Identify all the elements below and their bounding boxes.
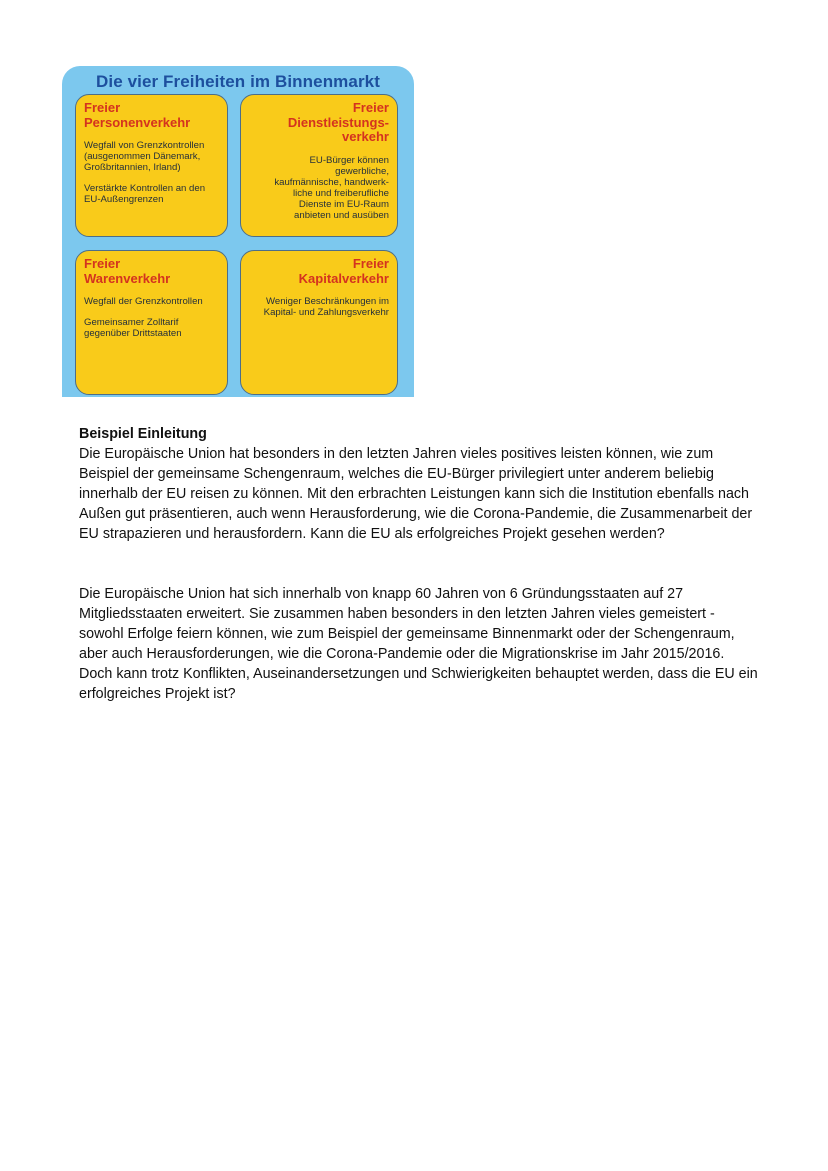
box-heading: Freier Dienstleistungs-verkehr: [287, 100, 389, 144]
document-body-2: [79, 584, 759, 704]
box-warenverkehr: [75, 250, 228, 395]
box-kapitalverkehr: [240, 250, 398, 395]
box-text: Gemeinsamer Zolltarif gegenüber Drittstaaten: [84, 317, 182, 339]
box-text: Weniger Beschränkungen im Kapital- und Zahlungsverkehr: [263, 296, 389, 318]
paragraph-1: Die Europäische Union hat besonders in den letzten Jahren vieles positives leisten können, wie zum Beispiel der gemeinsame Schengenraum, welches die EU-Bürger privilegiert unter anderem beliebig innerhalb der EU reisen zu können. Mit den erbrachten Leistungen kann sich die Institution ebenfalls nach Außen gut präsentieren, auch wenn Herausforderung, wie die Corona-Pandemie, die Zusammenarbeit der EU strapazieren und herausfordern. Kann die EU als erfolgreiches Projekt gesehen werden?: [79, 446, 753, 542]
box-text: EU-Bürger können gewerbliche, kaufmännische, handwerk-liche und freiberufliche Dienste im EU-Raum anbieten und ausüben: [274, 154, 389, 221]
box-text: Wegfall der Grenzkontrollen: [84, 296, 203, 307]
box-personenverkehr: [75, 94, 228, 237]
box-text: Wegfall von Grenzkontrollen (ausgenommen Dänemark, Großbritannien, Irland): [84, 140, 205, 173]
paragraph-2: Die Europäische Union hat sich innerhalb von knapp 60 Jahren von 6 Gründungsstaaten auf 27 Mitgliedsstaaten erweitert. Sie zusammen haben besonders in den letzten Jahren vieles gemeistert - sowohl Erfolge feiern können, wie zum Beispiel der gemeinsame Binnenmarkt oder der Schengenraum, aber auch Herausforderungen, wie die Corona-Pandemie oder die Migrationskrise im Jahr 2015/2016. Doch kann trotz Konflikten, Auseinandersetzungen und Schwierigkeiten behauptet werden, dass die EU ein erfolgreiches Projekt ist?: [79, 586, 758, 702]
document-body: [79, 424, 759, 544]
four-freedoms-figure: [62, 66, 414, 397]
box-heading: Freier Warenverkehr: [84, 256, 171, 286]
box-heading: Freier Kapitalverkehr: [298, 256, 389, 286]
box-dienstleistungsverkehr: [240, 94, 398, 237]
box-heading: Freier Personenverkehr: [84, 100, 191, 130]
figure-title: Die vier Freiheiten im Binnenmarkt: [96, 72, 380, 91]
box-text: Verstärkte Kontrollen an den EU-Außengrenzen: [84, 183, 206, 205]
section-heading: Beispiel Einleitung: [79, 426, 207, 442]
